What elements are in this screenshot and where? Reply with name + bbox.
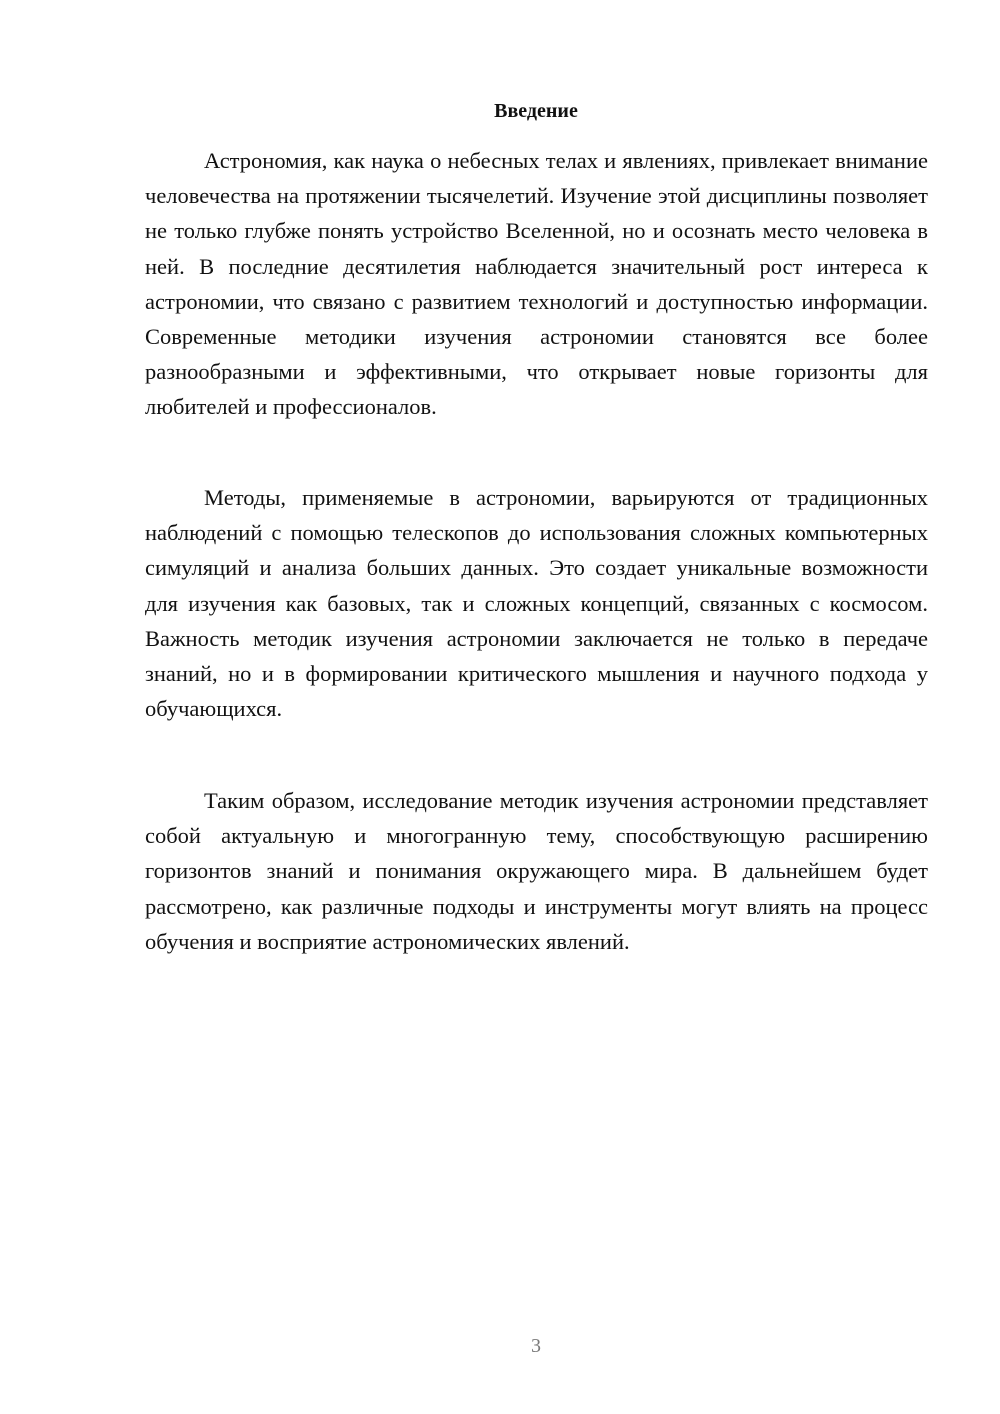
section-heading: Введение [494,100,578,122]
paragraph-1: Астрономия, как наука о небесных телах и явлениях, привлекает внимание человечества на протяжении тысячелетий. Изучение этой дисциплины позволяет не только глубже понять устройство Вселенной, но и осознать место человека в ней. В последние десятилетия наблюдается значительный рост интереса к астрономии, что связано с развитием технологий и доступностью информации. Современные методики изучения астрономии становятся все более разнообразными и эффективными, что открывает новые горизонты для любителей и профессионалов. [145,148,928,420]
page-number: 3 [531,1335,541,1357]
paragraph-2: Методы, применяемые в астрономии, варьируются от традиционных наблюдений с помощью телескопов до использования сложных компьютерных симуляций и анализа больших данных. Это создает уникальные возможности для изучения как базовых, так и сложных концепций, связанных с космосом. Важность методик изучения астрономии заключается не только в передаче знаний, но и в формировании критического мышления и научного подхода у обучающихся. [145,485,928,722]
paragraph-3: Таким образом, исследование методик изучения астрономии представляет собой актуальную и многогранную тему, способствующую расширению горизонтов знаний и понимания окружающего мира. В дальнейшем будет рассмотрено, как различные подходы и инструменты могут влиять на процесс обучения и восприятие астрономических явлений. [145,788,928,954]
